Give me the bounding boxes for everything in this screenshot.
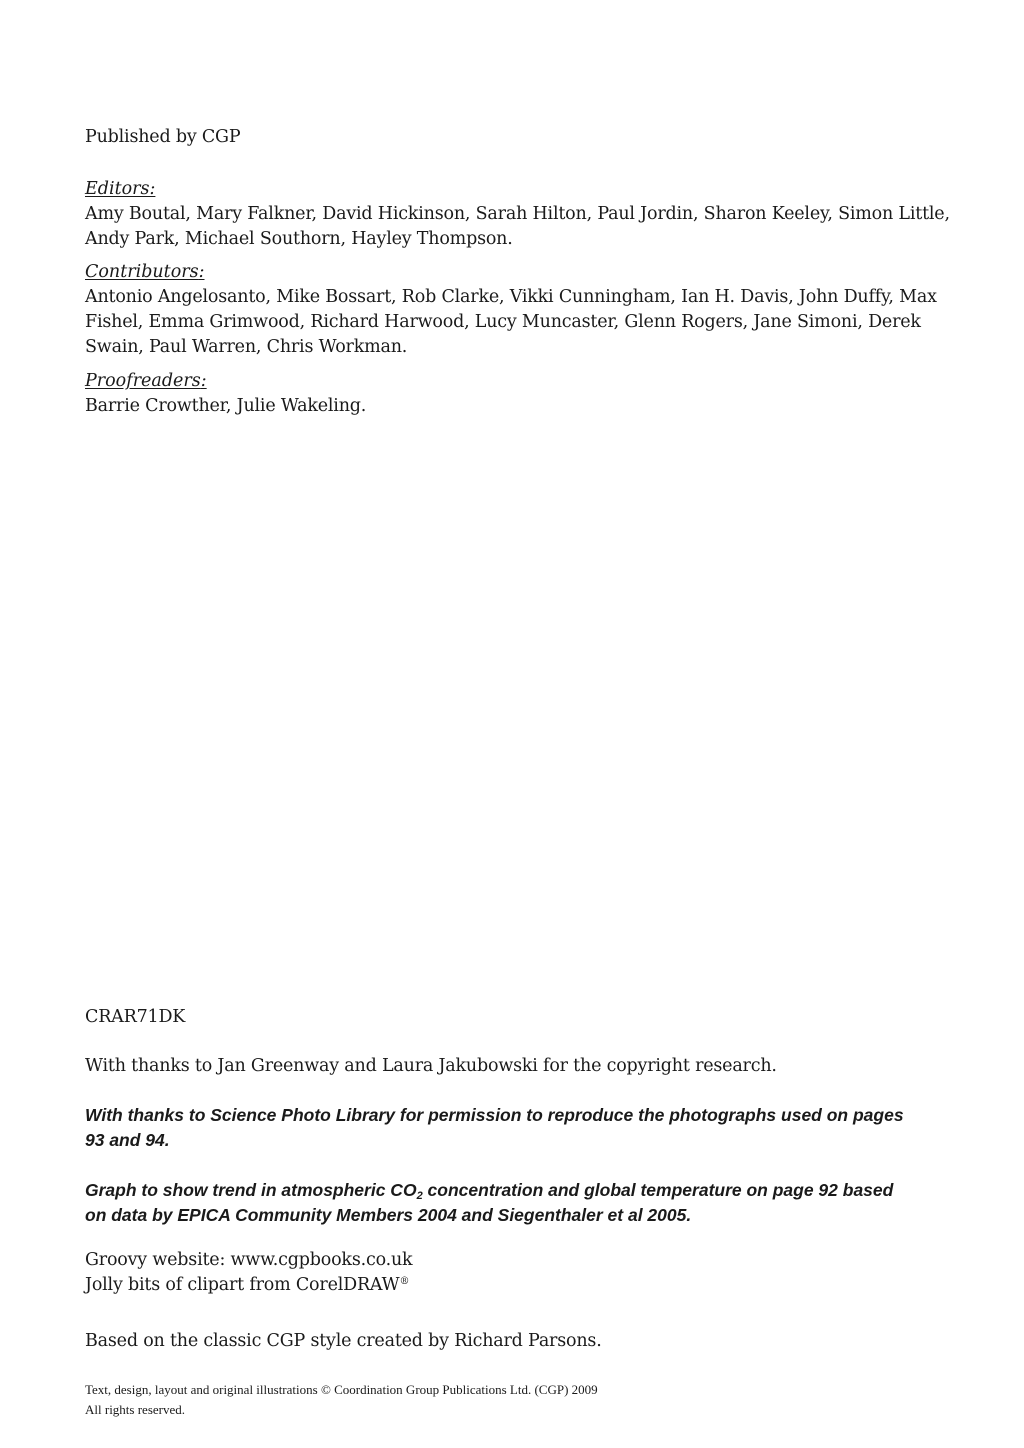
clipart-line: Jolly bits of clipart from CorelDRAW®	[85, 1275, 410, 1295]
style-credit: Based on the classic CGP style created by Richard Parsons.	[85, 1331, 602, 1351]
contributors-names: Antonio Angelosanto, Mike Bossart, Rob Clarke, Vikki Cunningham, Ian H. Davis, John Duffy, Max Fishel, Emma Grimwood, Richard Harwood, Lucy Muncaster, Glenn Rogers, Jane Simoni, Derek Swain, Paul Warren, Chris Workman.	[85, 287, 937, 357]
product-code: CRAR71DK	[85, 1007, 186, 1027]
editors-heading: Editors:	[85, 179, 156, 199]
rights-line: All rights reserved.	[85, 1402, 186, 1417]
copyright-notice	[85, 1380, 955, 1420]
editors-section	[85, 177, 955, 252]
contributors-heading: Contributors:	[85, 262, 205, 282]
proofreaders-section	[85, 369, 955, 419]
copyright-line: Text, design, layout and original illustrations © Coordination Group Publications Ltd. (CGP) 2009	[85, 1382, 598, 1397]
proofreaders-heading: Proofreaders:	[85, 371, 207, 391]
contributors-section	[85, 260, 955, 360]
proofreaders-names: Barrie Crowther, Julie Wakeling.	[85, 396, 367, 416]
photo-library-thanks: With thanks to Science Photo Library for permission to reproduce the photographs used on pages 93 and 94.	[85, 1105, 904, 1150]
editors-names: Amy Boutal, Mary Falkner, David Hickinson, Sarah Hilton, Paul Jordin, Sharon Keeley, Simon Little, Andy Park, Michael Southorn, Hayley Thompson.	[85, 204, 950, 249]
web-and-clipart	[85, 1248, 955, 1298]
publisher-line: Published by CGP	[85, 127, 241, 147]
copyright-research-thanks: With thanks to Jan Greenway and Laura Jakubowski for the copyright research.	[85, 1056, 777, 1076]
website-line: Groovy website: www.cgpbooks.co.uk	[85, 1250, 413, 1270]
graph-source-note: Graph to show trend in atmospheric $CO_2$ concentration and global temperature on page 92 based on data by EPICA Community Members 2004 and Siegenthaler et al 2005.	[85, 1180, 894, 1225]
